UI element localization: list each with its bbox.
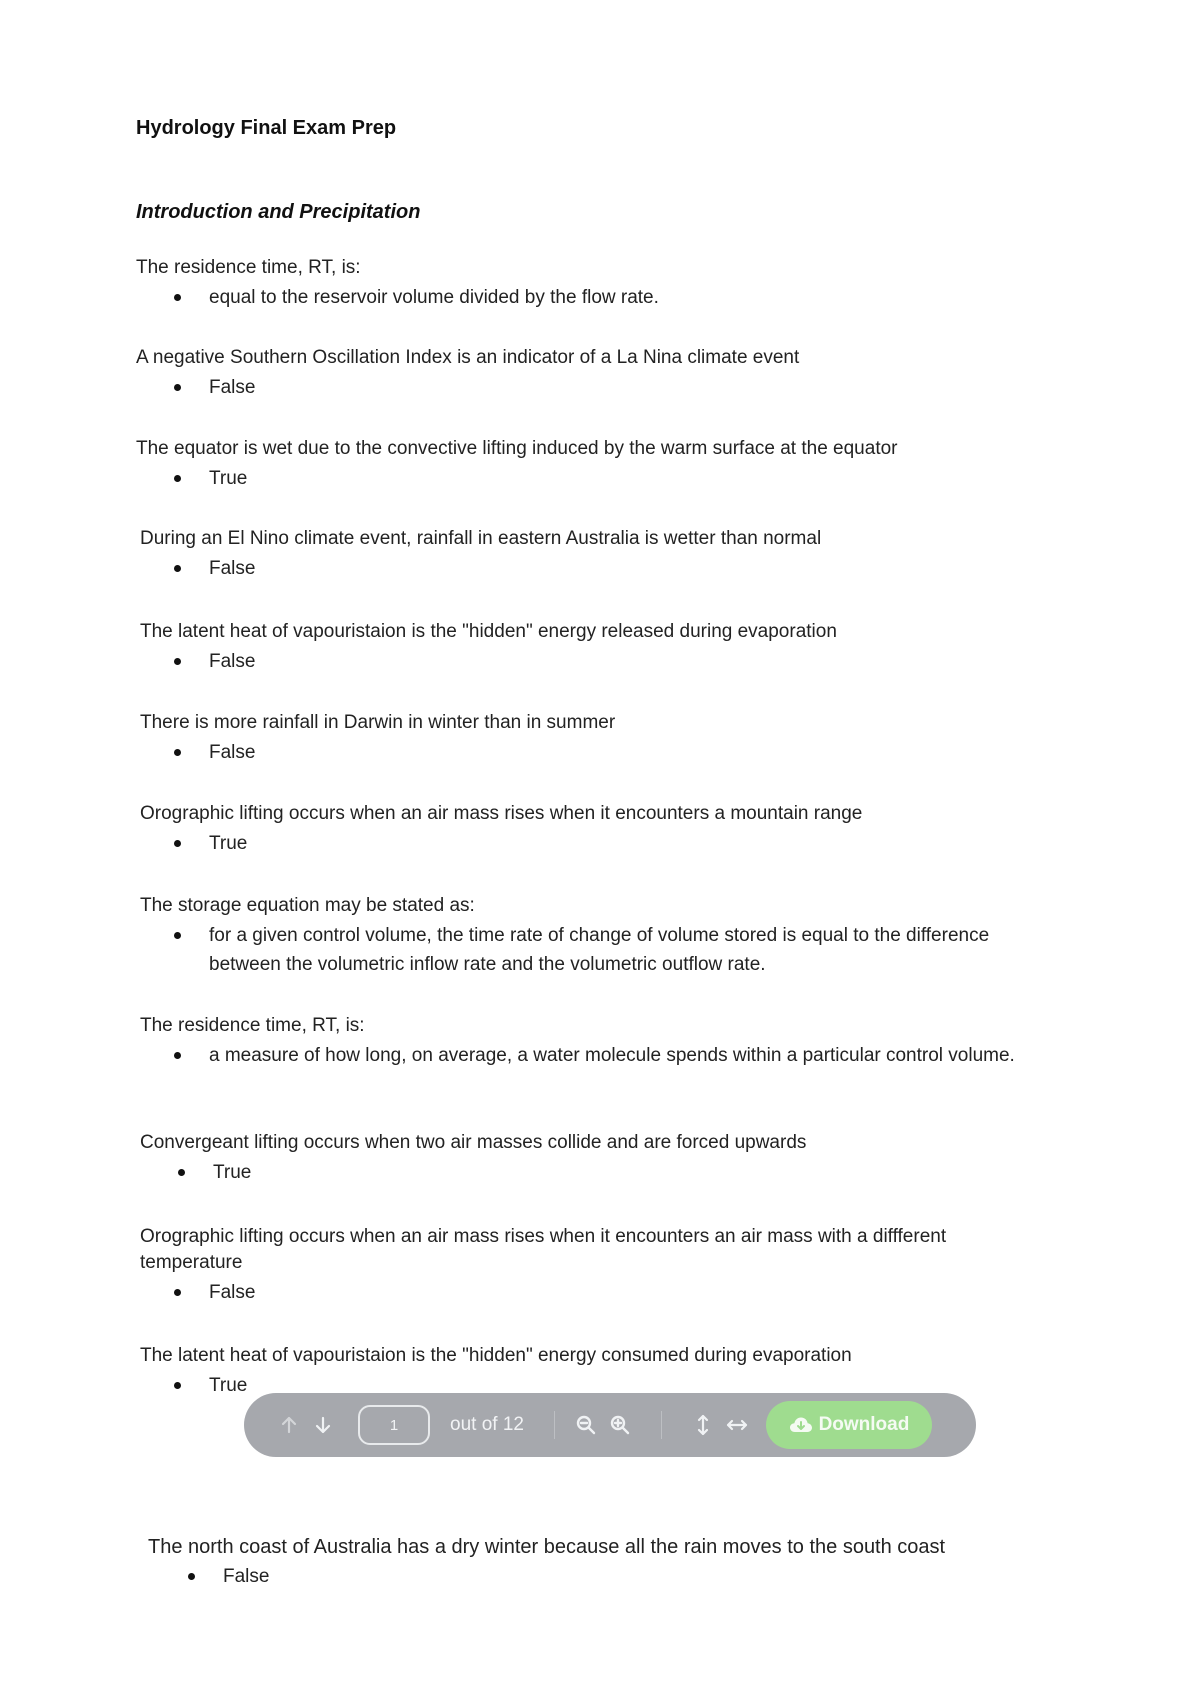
answer-text: True <box>209 468 248 489</box>
question-item <box>0 893 1200 979</box>
bullet-icon <box>174 384 181 391</box>
question-text: A negative Southern Oscillation Index is an indicator of a La Nina climate event <box>136 347 800 368</box>
question-text: The north coast of Australia has a dry winter because all the rain moves to the south coast <box>148 1536 946 1558</box>
arrow-up-icon <box>281 1416 297 1434</box>
answer-text: False <box>209 651 256 672</box>
answer-text: False <box>209 377 256 398</box>
bullet-icon <box>174 932 181 939</box>
question-text: Orographic lifting occurs when an air mass rises when it encounters a mountain range <box>140 803 863 824</box>
question-text: The residence time, RT, is: <box>136 257 361 278</box>
question-item <box>0 1534 1200 1591</box>
fit-width-icon <box>726 1418 748 1432</box>
zoom-in-icon <box>610 1415 630 1435</box>
document-title: Hydrology Final Exam Prep <box>136 117 397 139</box>
previous-page-button[interactable] <box>272 1408 306 1442</box>
bullet-icon <box>174 658 181 665</box>
answer-text: equal to the reservoir volume divided by the flow rate. <box>209 287 659 308</box>
question-text: The storage equation may be stated as: <box>140 895 475 916</box>
question-item <box>0 619 1200 676</box>
question-item <box>0 526 1200 583</box>
question-item <box>0 436 1200 493</box>
answer-text: a measure of how long, on average, a water molecule spends within a particular control volume. <box>209 1045 1015 1066</box>
question-item <box>0 1343 1200 1400</box>
bullet-icon <box>174 1289 181 1296</box>
question-text: During an El Nino climate event, rainfall in eastern Australia is wetter than normal <box>140 528 822 549</box>
answer-text: True <box>213 1162 252 1183</box>
question-text: Orographic lifting occurs when an air mass rises when it encounters an air mass with a diffferent temperature <box>140 1226 947 1273</box>
bullet-icon <box>174 1382 181 1389</box>
fit-width-button[interactable] <box>720 1408 754 1442</box>
answer-text: True <box>209 1375 248 1396</box>
bullet-icon <box>174 565 181 572</box>
question-item <box>0 1130 1200 1187</box>
next-page-button[interactable] <box>306 1408 340 1442</box>
zoom-out-button[interactable] <box>569 1408 603 1442</box>
answer-text: False <box>209 1282 256 1303</box>
bullet-icon <box>178 1169 185 1176</box>
answer-text: False <box>209 558 256 579</box>
question-text: There is more rainfall in Darwin in winter than in summer <box>140 712 616 733</box>
bullet-icon <box>174 749 181 756</box>
answer-text: for a given control volume, the time rate of change of volume stored is equal to the difference between the volumetric inflow rate and the volumetric outflow rate. <box>209 925 990 975</box>
toolbar-divider <box>554 1411 555 1439</box>
bullet-icon <box>174 294 181 301</box>
page-count-label: out of 12 <box>450 1414 524 1435</box>
bullet-icon <box>174 1052 181 1059</box>
pdf-viewer-toolbar <box>244 1393 976 1457</box>
question-item <box>0 1224 1200 1307</box>
question-item <box>0 710 1200 767</box>
question-item <box>0 801 1200 858</box>
question-item <box>0 255 1200 312</box>
download-button[interactable] <box>766 1401 932 1449</box>
section-title: Introduction and Precipitation <box>136 201 421 223</box>
arrow-down-icon <box>315 1416 331 1434</box>
bullet-icon <box>174 840 181 847</box>
download-label: Download <box>818 1414 910 1435</box>
question-item <box>0 1013 1200 1070</box>
bullet-icon <box>174 475 181 482</box>
answer-text: True <box>209 833 248 854</box>
fit-height-button[interactable] <box>686 1408 720 1442</box>
question-text: The residence time, RT, is: <box>140 1015 365 1036</box>
answer-text: False <box>209 742 256 763</box>
question-item <box>0 345 1200 402</box>
fit-height-icon <box>696 1414 710 1436</box>
answer-text: False <box>223 1566 270 1587</box>
question-text: The latent heat of vapouristaion is the "hidden" energy consumed during evaporation <box>140 1345 852 1366</box>
zoom-in-button[interactable] <box>603 1408 637 1442</box>
cloud-download-icon <box>789 1416 813 1434</box>
question-text: Convergeant lifting occurs when two air masses collide and are forced upwards <box>140 1132 807 1153</box>
question-text: The latent heat of vapouristaion is the "hidden" energy released during evaporation <box>140 621 837 642</box>
toolbar-divider <box>661 1411 662 1439</box>
question-text: The equator is wet due to the convective lifting induced by the warm surface at the equator <box>136 438 898 459</box>
bullet-icon <box>188 1573 195 1580</box>
zoom-out-icon <box>576 1415 596 1435</box>
page-number-input[interactable] <box>358 1405 430 1445</box>
